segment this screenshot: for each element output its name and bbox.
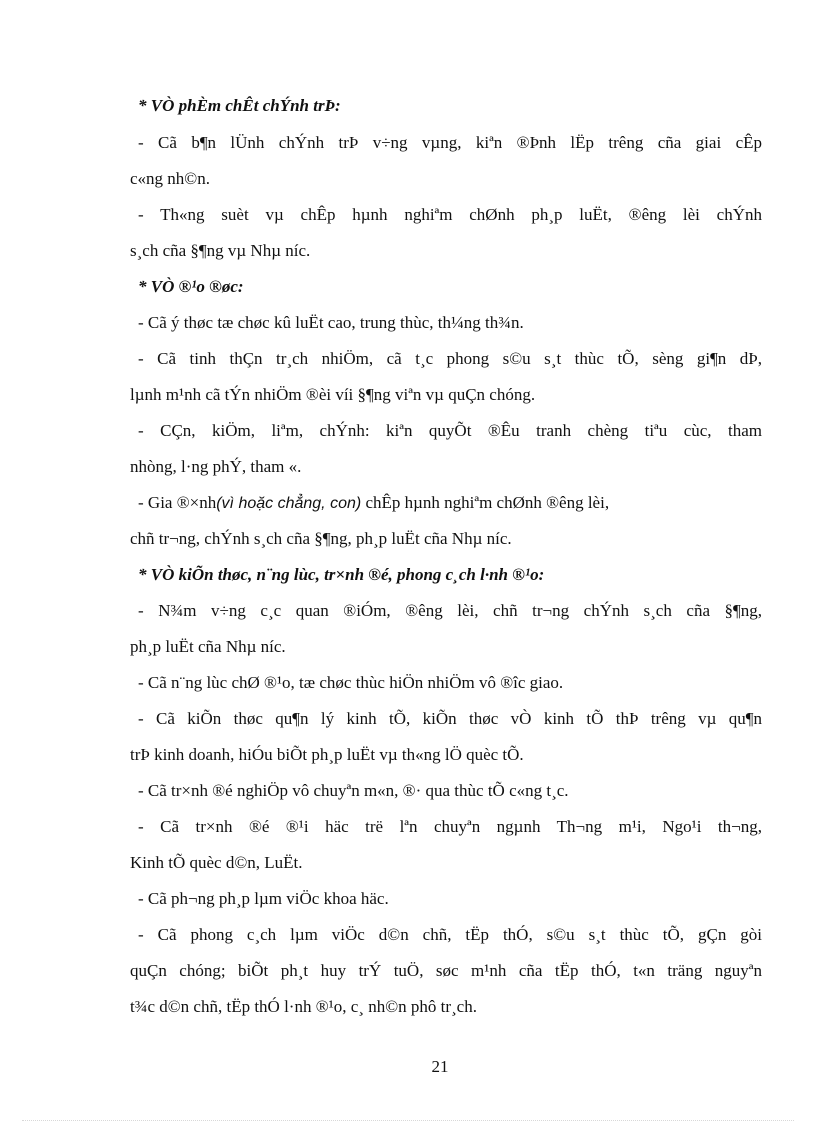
paragraph-line: - Cã tr×nh ®é ®¹i häc trë lªn chuyªn ngµnh Th¬ng m¹i, Ngo¹i th¬ng, [138,817,762,836]
paragraph-line: - Cã tinh thÇn tr¸ch nhiÖm, cã t¸c phong s©u s¸t thùc tÕ, sèng gi¶n dÞ, [138,349,762,368]
page-number: 21 [431,1057,449,1076]
paragraph-line: - Th«ng suèt vµ chÊp hµnh nghiªm chØnh ph¸p luËt, ®êng lèi chÝnh [138,205,762,224]
paragraph-line: - N¾m v÷ng c¸c quan ®iÓm, ®êng lèi, chñ tr¬ng chÝnh s¸ch cña §¶ng, [138,601,762,620]
paragraph-line: s¸ch cña §¶ng vµ Nhµ níc. [130,241,311,260]
paragraph-line: nhòng, l·ng phÝ, tham «. [130,457,302,476]
paragraph-line: - Cã kiÕn thøc qu¶n lý kinh tÕ, kiÕn thøc vÒ kinh tÕ thÞ trêng vµ qu¶n [138,709,762,728]
family-text: - Gia ®×nh [138,493,217,512]
paragraph-line: - Cã phong c¸ch lµm viÖc d©n chñ, tËp thÓ, s©u s¸t thùc tÕ, gÇn gòi [138,925,762,944]
paragraph-line: - CÇn, kiÖm, liªm, chÝnh: kiªn quyÕt ®Êu tranh chèng tiªu cùc, tham [138,421,762,440]
family-note: (vì hoặc chẳng, con) [216,495,362,512]
paragraph-line: - Cã b¶n lÜnh chÝnh trÞ v÷ng vµng, kiªn ®Þnh lËp trêng cña giai cÊp [138,133,762,152]
paragraph-line: lµnh m¹nh cã tÝn nhiÖm ®èi víi §¶ng viªn vµ quÇn chóng. [130,385,536,404]
paragraph-line: chñ tr¬ng, chÝnh s¸ch cña §¶ng, ph¸p luËt cña Nhµ níc. [130,529,512,548]
paragraph-line: - Cã ý thøc tæ chøc kû luËt cao, trung thùc, th¼ng th¾n. [138,313,524,332]
paragraph-line: trÞ kinh doanh, hiÓu biÕt ph¸p luËt vµ th«ng lÖ quèc tÕ. [130,745,524,764]
paragraph-line: c«ng nh©n. [130,169,210,188]
paragraph-line: quÇn chóng; biÕt ph¸t huy trÝ tuÖ, søc m¹nh cña tËp thÓ, t«n träng nguyªn [130,961,762,980]
heading-knowledge-capacity: * VÒ kiÕn thøc, n¨ng lùc, tr×nh ®é, phong c¸ch l·nh ®¹o: [138,565,545,584]
paragraph-line: - Cã tr×nh ®é nghiÖp vô chuyªn m«n, ®· qua thùc tÕ c«ng t¸c. [138,781,569,800]
heading-morality: * VÒ ®¹o ®øc: [138,277,244,296]
paragraph-line: t¾c d©n chñ, tËp thÓ l·nh ®¹o, c¸ nh©n phô tr¸ch. [130,997,477,1016]
family-text-rest: chÊp hµnh nghiªm chØnh ®êng lèi, [361,493,610,512]
paragraph-line: - Cã ph¬ng ph¸p lµm viÖc khoa häc. [138,889,389,908]
paragraph-line: ph¸p luËt cña Nhµ níc. [130,637,286,656]
paragraph-line-family [130,493,770,514]
paragraph-line: - Cã n¨ng lùc chØ ®¹o, tæ chøc thùc hiÖn nhiÖm vô ®îc giao. [138,673,564,692]
heading-political-quality: * VÒ phÈm chÊt chÝnh trÞ: [138,96,341,115]
paragraph-line: Kinh tÕ quèc d©n, LuËt. [130,853,303,872]
page-bottom-divider [22,1120,794,1121]
